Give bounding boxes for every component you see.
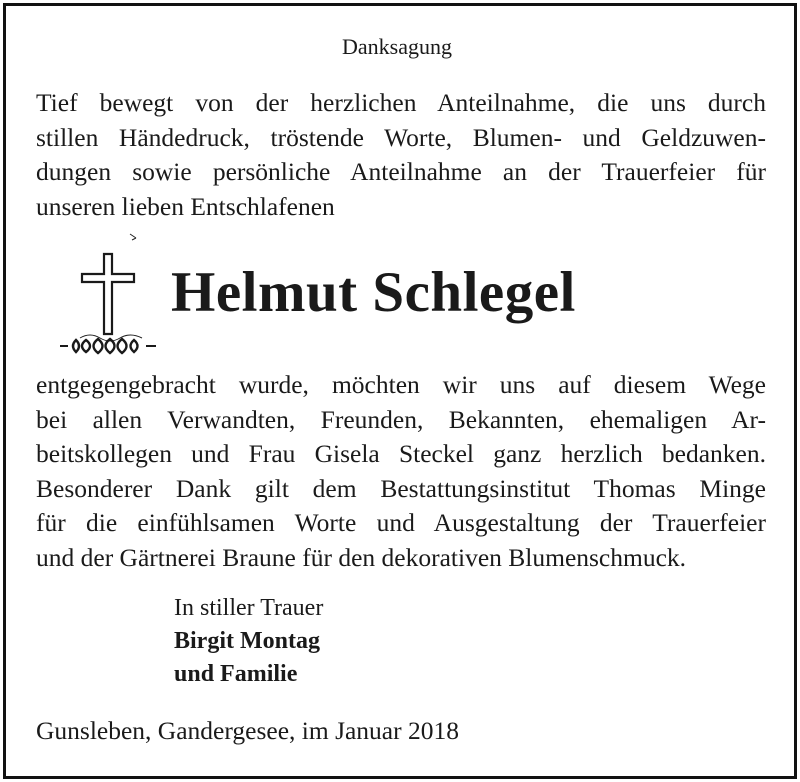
deceased-name: Helmut Schlegel xyxy=(171,261,576,324)
signature-block xyxy=(174,592,323,691)
body-line: beitskollegen und Frau Gisela Steckel ganz herzlich bedanken. xyxy=(36,439,766,468)
body-line: für die einfühlsamen Worte und Ausgestaltung der Trauerfeier xyxy=(36,508,766,537)
body-line: entgegengebracht wurde, möchten wir uns auf diesem Wege xyxy=(36,370,766,399)
body-line: bei allen Verwandten, Freunden, Bekannten, ehemaligen Ar- xyxy=(36,404,766,434)
intro-line: dungen sowie persönliche Anteilnahme an der Trauerfeier für xyxy=(36,157,766,186)
intro-line: Tief bewegt von der herzlichen Anteilnahme, die uns durch xyxy=(36,88,766,117)
body-line: und der Gärtnerei Braune für den dekorativen Blumenschmuck. xyxy=(36,542,687,572)
notice-heading: Danksagung xyxy=(342,34,452,59)
signature-family: und Familie xyxy=(174,661,298,687)
body-line: Besonderer Dank gilt dem Bestattungsinstitut Thomas Minge xyxy=(36,473,766,503)
intro-line: stillen Händedruck, tröstende Worte, Blumen- und Geldzuwen- xyxy=(36,122,766,152)
place-date: Gunsleben, Gandergesee, im Januar 2018 xyxy=(36,716,459,745)
signature-names: Birgit Montag xyxy=(174,628,320,654)
intro-paragraph xyxy=(36,86,766,224)
signature-intro: In stiller Trauer xyxy=(174,595,324,621)
body-paragraph xyxy=(36,368,766,575)
intro-line: unseren lieben Entschlafenen xyxy=(36,191,335,221)
cross-icon xyxy=(60,226,180,362)
